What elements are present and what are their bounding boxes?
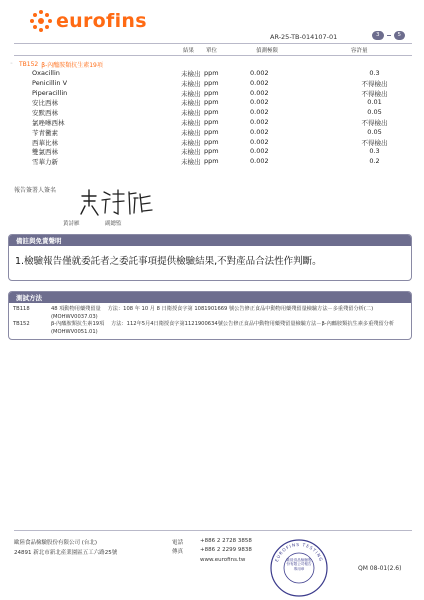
unit-value: ppm <box>204 127 219 136</box>
company-address: 24891 新北市新北產業園區五工六路25號 <box>14 550 118 556</box>
limit-value: 0.01 <box>367 98 382 107</box>
table-row <box>32 157 402 166</box>
signer-name: 黃詩雁 <box>63 221 80 227</box>
lod-value: 0.002 <box>250 137 269 146</box>
svg-text:EUROFINS TESTING: EUROFINS TESTING <box>273 541 325 563</box>
result-value: 未檢出 <box>181 138 201 147</box>
report-number: AR-25-TB-014107-01 <box>270 33 338 41</box>
fax-number: +886 2 2299 9838 <box>200 547 252 553</box>
total-pages: 5 <box>394 31 406 40</box>
website-link[interactable]: www.eurofins.tw <box>200 557 246 563</box>
unit-value: ppm <box>204 98 219 107</box>
test-methods-heading: 測試方法 <box>9 292 411 303</box>
unit-value: ppm <box>204 118 219 126</box>
unit-value: ppm <box>204 137 219 146</box>
limit-value: 不得檢出 <box>361 138 388 147</box>
test-methods-panel <box>8 291 412 340</box>
table-row <box>32 147 402 156</box>
unit-value: ppm <box>204 147 219 156</box>
limit-value: 0.05 <box>367 108 382 117</box>
limit-value: 不得檢出 <box>361 89 388 98</box>
limit-value: 不得檢出 <box>361 79 388 88</box>
lod-value: 0.002 <box>250 157 269 166</box>
eurofins-logo <box>30 10 147 32</box>
table-row <box>32 138 402 147</box>
result-value: 未檢出 <box>181 89 201 98</box>
logo-dots-icon <box>30 10 52 32</box>
current-page: 3 <box>372 31 384 40</box>
analyte-name: 氯唑啉西林 <box>32 119 65 127</box>
analyte-name: Piperacillin <box>32 88 68 97</box>
result-value: 未檢出 <box>181 158 201 167</box>
lod-value: 0.002 <box>250 118 269 126</box>
lod-value: 0.002 <box>250 127 269 136</box>
result-value: 未檢出 <box>181 99 201 108</box>
lod-value: 0.002 <box>250 98 269 107</box>
section-name: β-內醯胺類抗生素19項 <box>41 62 103 69</box>
analyte-name: 西華比林 <box>32 138 58 147</box>
company-name: 歐陸食品檢驗股份有限公司 (台北) <box>14 540 98 546</box>
analyte-name: 雙氯西林 <box>32 148 58 157</box>
phone-label: 電話 <box>172 540 184 546</box>
lod-value: 0.002 <box>250 147 269 156</box>
seal-inner-text: 歐陸食品檢驗股份有限公司報告專用章 <box>286 558 312 571</box>
page-separator <box>387 35 391 36</box>
column-header-unit: 單位 <box>206 48 218 54</box>
unit-value: ppm <box>204 78 219 87</box>
disclaimer-panel <box>8 234 412 281</box>
brand-name: eurofins <box>56 10 147 32</box>
table-row <box>32 108 402 117</box>
result-value: 未檢出 <box>181 148 201 157</box>
lod-value: 0.002 <box>250 78 269 87</box>
table-row <box>32 69 402 78</box>
method-code: TB118 <box>13 306 30 312</box>
column-header-result: 結果 <box>183 48 195 54</box>
lod-value: 0.002 <box>250 108 269 117</box>
limit-value: 0.05 <box>367 127 382 136</box>
analyte-name: 安比西林 <box>32 99 58 108</box>
company-seal <box>269 538 329 598</box>
table-row <box>32 98 402 107</box>
unit-value: ppm <box>204 157 219 166</box>
unit-value: ppm <box>204 69 219 77</box>
result-value: 未檢出 <box>181 119 201 127</box>
result-value: 未檢出 <box>181 128 201 137</box>
lod-value: 0.002 <box>250 88 269 97</box>
table-row <box>32 89 402 98</box>
method-code: TB152 <box>13 321 30 327</box>
analyte-name: 苄青黴素 <box>32 128 58 137</box>
analyte-name: 雪華力新 <box>32 158 58 167</box>
column-header-limit: 容許量 <box>351 48 368 54</box>
method-description: 48 項動物用藥殘留量 方法：108 年 10 月 8 日衛授食字第 1081901669 號公告修正食品中動物用藥殘留量檢驗方法－多重殘留分析(二)(MOHWV0037.03) <box>51 306 374 320</box>
analyte-name: Oxacillin <box>32 69 60 77</box>
signer-title: 副總監 <box>105 221 122 227</box>
header-divider <box>14 43 412 44</box>
form-code: QM 08-01(2.6) <box>358 565 402 572</box>
analyte-name: Penicillin V <box>32 78 68 87</box>
phone-number: +886 2 2728 3858 <box>200 538 252 544</box>
result-value: 未檢出 <box>181 79 201 88</box>
limit-value: 0.3 <box>369 69 380 77</box>
column-header-divider <box>14 55 412 56</box>
limit-value: 0.3 <box>369 147 380 156</box>
section-code: TB152 <box>19 61 39 68</box>
column-header-lod: 偵測極限 <box>256 48 279 54</box>
analyte-name: 安默西林 <box>32 109 58 118</box>
disclaimer-text: 1.檢驗報告僅就委託者之委託事項提供檢驗結果,不對產品合法性作判斷。 <box>15 256 322 267</box>
limit-value: 不得檢出 <box>361 119 388 127</box>
page-indicator <box>372 31 405 40</box>
disclaimer-heading: 備註與免責聲明 <box>9 235 411 246</box>
lod-value: 0.002 <box>250 69 269 77</box>
section-title <box>19 60 103 69</box>
fax-label: 傳真 <box>172 549 184 555</box>
signature-label: 報告簽署人簽名 <box>14 187 57 194</box>
table-row <box>32 79 402 88</box>
table-row <box>32 118 402 127</box>
table-row <box>32 128 402 137</box>
footer-divider <box>14 530 412 531</box>
result-value: 未檢出 <box>181 70 201 78</box>
limit-value: 0.2 <box>369 157 380 166</box>
result-value: 未檢出 <box>181 109 201 118</box>
handwritten-signature <box>76 186 156 220</box>
unit-value: ppm <box>204 88 219 97</box>
section-bullet-icon: ◦ <box>10 61 13 67</box>
method-description: β-內醯胺類抗生素19項 方法：112年5月4日衛授食字第1121900634號公告修正食品中動物用藥殘留量檢驗方法－β-內醯胺類抗生素多重殘留分析(MOHWV0051.01) <box>51 321 395 335</box>
unit-value: ppm <box>204 108 219 117</box>
